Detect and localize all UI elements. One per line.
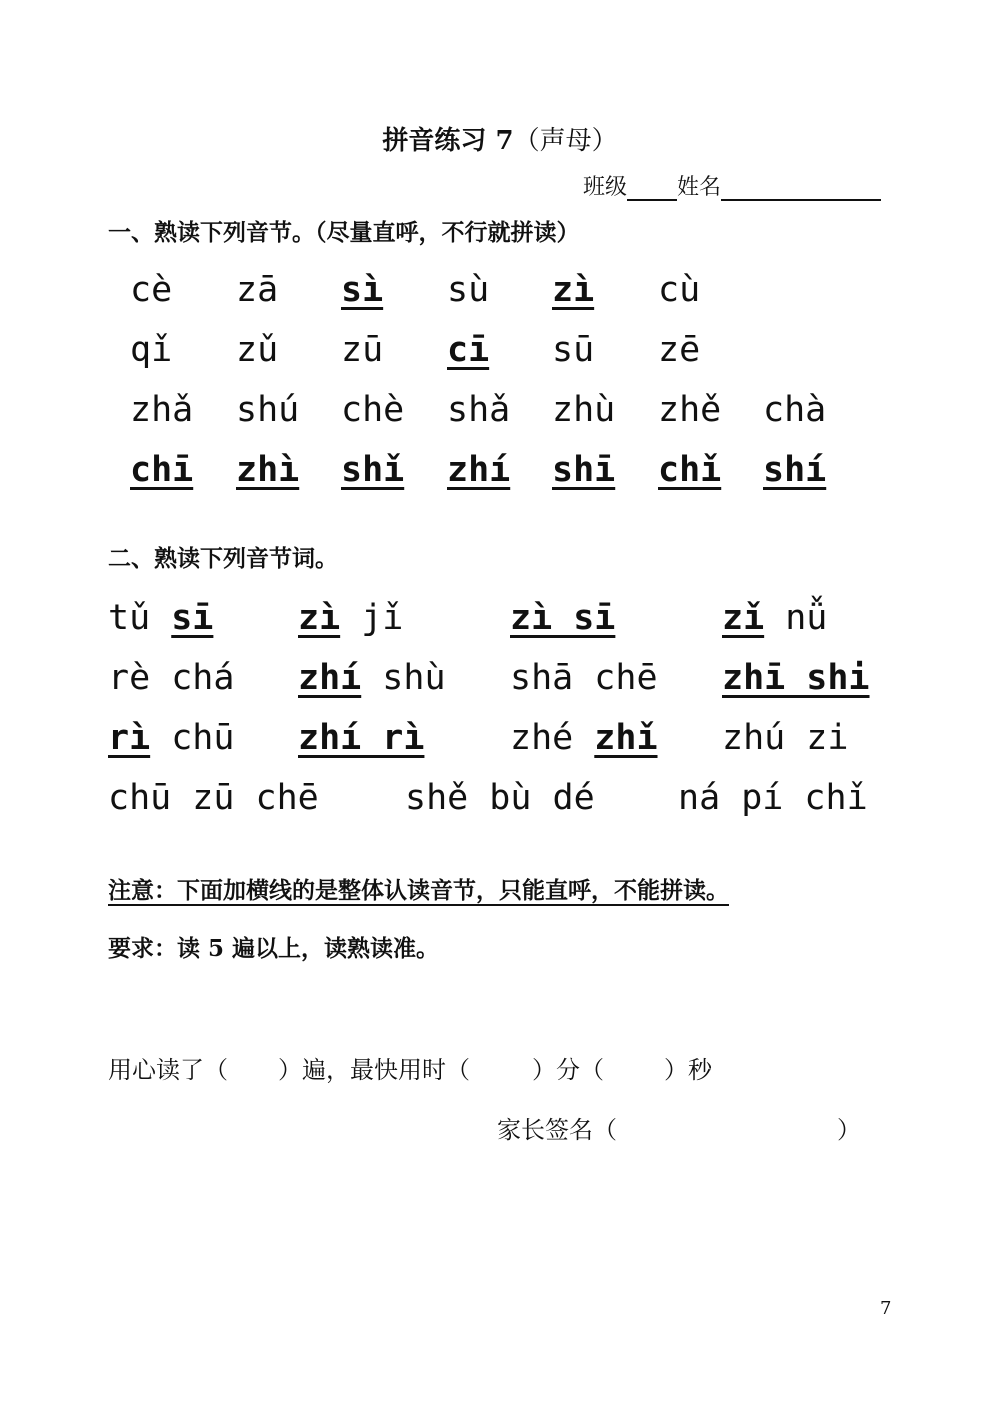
word-part: rì <box>108 718 151 758</box>
syllable: shī <box>552 450 616 490</box>
syllable: zhì <box>236 450 300 490</box>
syllable: cù <box>658 270 701 310</box>
requirement-text: 要求：读 5 遍以上，读熟读准。 <box>108 935 440 962</box>
word-part: chá <box>171 658 235 698</box>
word-part: sī <box>171 598 214 638</box>
word-part: chē <box>594 658 658 698</box>
syllable: qǐ <box>130 330 173 370</box>
syllable: sù <box>447 270 490 310</box>
word-part: zhǐ <box>594 718 658 758</box>
page-title <box>0 120 1000 157</box>
word-part: chū <box>171 718 235 758</box>
parent-signature-close: ） <box>837 1116 861 1144</box>
title-sub: （声母） <box>513 126 618 156</box>
syllable-word <box>298 658 446 698</box>
word-part: zhí <box>298 658 362 698</box>
word-part: tǔ <box>108 598 151 638</box>
parent-signature <box>497 1110 861 1145</box>
syllable: zì <box>552 270 595 310</box>
word-part: zi <box>806 718 849 758</box>
name-label: 姓名 <box>677 175 722 200</box>
syllable: zū <box>341 330 384 370</box>
word-part: rè <box>108 658 151 698</box>
syllable: zǔ <box>236 330 279 370</box>
class-name-line <box>583 170 881 201</box>
syllable: zhí <box>447 450 511 490</box>
parent-signature-label: 家长签名（ <box>497 1116 617 1144</box>
class-label: 班级 <box>583 175 628 200</box>
syllable: sì <box>341 270 384 310</box>
syllable-word <box>510 658 658 698</box>
syllable: zhù <box>552 390 616 430</box>
second-text: ）秒 <box>664 1056 712 1084</box>
syllable-word <box>722 658 870 698</box>
phrase-1: chū zū chē <box>108 778 319 818</box>
syllable: chǐ <box>658 450 722 490</box>
word-part: jǐ <box>361 598 404 638</box>
syllable-word <box>722 598 827 638</box>
read-suffix: ）遍，最快用时（ <box>278 1056 470 1084</box>
word-part: shā <box>510 658 574 698</box>
section2-heading: 二、熟读下列音节词。 <box>108 545 338 572</box>
syllable-word <box>510 718 658 758</box>
minute-text: ）分（ <box>532 1056 604 1084</box>
word-part: zhé <box>510 718 574 758</box>
syllable: zē <box>658 330 701 370</box>
syllable-word <box>108 718 234 758</box>
syllable: chà <box>763 390 827 430</box>
section1-heading: 一、熟读下列音节。（尽量直呼，不行就拼读） <box>108 219 580 246</box>
syllable-word <box>298 598 403 638</box>
syllable: shí <box>763 450 827 490</box>
syllable: shǎ <box>447 390 511 430</box>
syllable: cè <box>130 270 173 310</box>
syllable: zhǎ <box>130 390 194 430</box>
word-part: nǚ <box>785 598 828 638</box>
syllable: zhě <box>658 390 722 430</box>
name-blank[interactable] <box>721 177 881 201</box>
syllable: shǐ <box>341 450 405 490</box>
syllable: chī <box>130 450 194 490</box>
note-text: 注意：下面加横线的是整体认读音节，只能直呼，不能拼读。 <box>108 877 729 904</box>
read-prefix: 用心读了（ <box>108 1056 228 1084</box>
syllable: sū <box>552 330 595 370</box>
title-main: 拼音练习 7 <box>382 126 514 156</box>
syllable-word <box>108 658 234 698</box>
phrase-3: ná pí chǐ <box>678 778 868 818</box>
word-part: zhī shi <box>722 658 870 698</box>
page-number: 7 <box>880 1298 892 1319</box>
word-part: zǐ <box>722 598 765 638</box>
syllable: shú <box>236 390 300 430</box>
syllable-word <box>298 718 424 758</box>
syllable-word <box>510 598 615 638</box>
syllable: zā <box>236 270 279 310</box>
word-part: zhí rì <box>298 718 425 758</box>
phrase-2: shě bù dé <box>405 778 595 818</box>
word-part: zì sī <box>510 598 616 638</box>
word-part: zì <box>298 598 341 638</box>
syllable-word <box>722 718 848 758</box>
class-blank[interactable] <box>627 177 677 201</box>
word-part: zhú <box>722 718 786 758</box>
syllable-word <box>108 598 213 638</box>
syllable: cī <box>447 330 490 370</box>
syllable: chè <box>341 390 405 430</box>
word-part: shù <box>382 658 446 698</box>
reading-record <box>108 1050 712 1085</box>
